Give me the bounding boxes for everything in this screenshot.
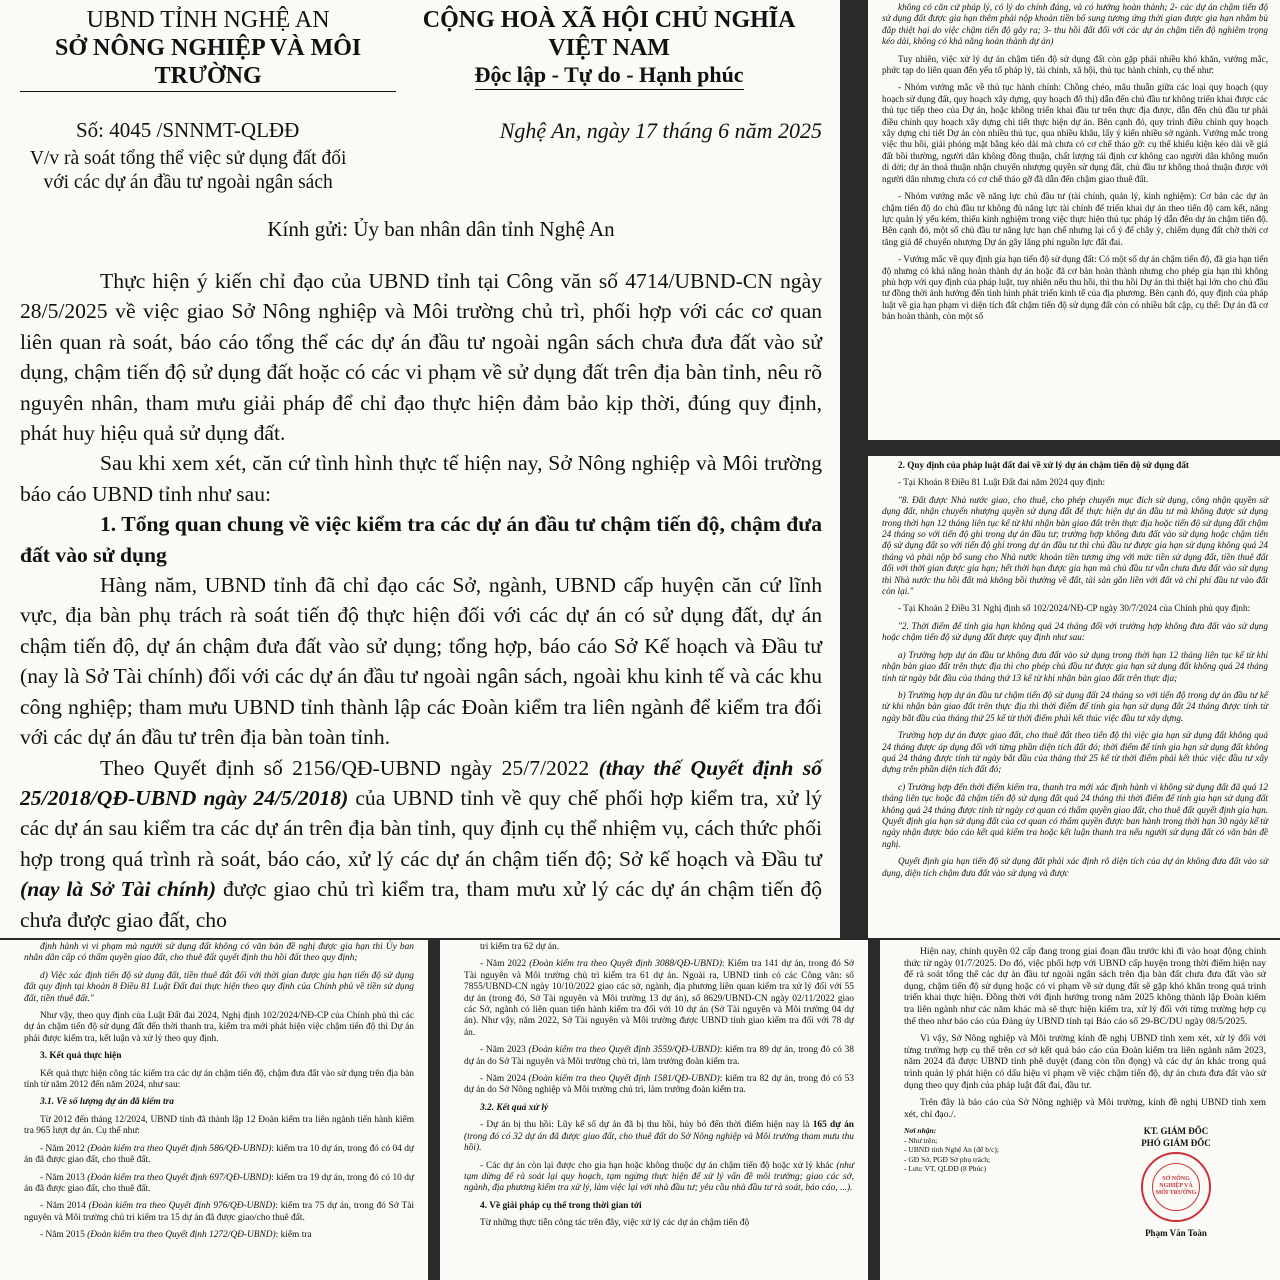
year-entry-2024: - Năm 2024 (Đoàn kiểm tra theo Quyết định 1581/QĐ-UBND): kiểm tra 82 dự án, trong đó có 53 dự án do Sở Nông nghiệp và Môi trường chủ trì, làm trưởng đoàn kiểm tra. [464, 1074, 854, 1096]
agency-block [20, 6, 396, 92]
year-entry-2022: - Năm 2022 (Đoàn kiểm tra theo Quyết định 3088/QĐ-UBND): Kiểm tra 141 dự án, trong đó Sở Tài nguyên và Môi trường chủ trì kiểm tra 61 dự án. Ngoài ra, UBND tỉnh có các Công văn: số 7855/UBND-CN ngày 10/10/2022 giao các sở, ngành, địa phương liên quan kiểm tra xử lý đối với 55 dự án (trong đó, Sở Tài nguyên và Môi trường 13 dự án), số 8629/UBND-CN ngày 02/11/2022 giao các Sở, ngành có liên quan tiến hành kiểm tra đối với 10 dự án (Sở Tài nguyên và Môi trường 04 dự án). Như vậy, năm 2022, Sở Tài nguyên và Môi trường được UBND tỉnh giao kiểm tra đối với 78 dự án. [464, 959, 854, 1038]
fragment-paragraph: trì kiểm tra 62 dự án. [480, 942, 560, 952]
recipient-line: Kính gửi: Ủy ban nhân dân tỉnh Nghệ An [267, 217, 615, 241]
fragment-paragraph: Tuy nhiên, việc xử lý dự án chậm tiến độ sử dụng đất còn gặp phải nhiều khó khăn, vướng mắc, phức tạp do liên quan đến yếu tố pháp lý, tài chính, xã hội, thủ tục hành chính, cụ thể như: [882, 53, 1268, 76]
paragraph-3: Hàng năm, UBND tỉnh đã chỉ đạo các Sở, ngành, UBND cấp huyện căn cứ lĩnh vực, địa bàn phụ trách rà soát tiến độ thực hiện đối với các dự án có sử dụng đất, dự án chậm tiến độ, dự án chậm đưa đất vào sử dụng; tổng hợp, báo cáo Sở Kế hoạch và Đầu tư (nay là Sở Tài chính) đối với các dự án đầu tư ngoài ngân sách, ngoài khu kinh tế và các khu công nghiệp; tham mưu UBND tỉnh thành lập các Đoàn kiểm tra liên ngành để kiểm tra đối với các dự án đầu tư trên địa bàn toàn tỉnh. [20, 573, 822, 750]
fragment-paragraph: Hiện nay, chính quyền 02 cấp đang trong giai đoạn đầu trước khi đi vào hoạt động chính thức từ ngày 01/7/2025. Do đó, việc phối hợp với UBND cấp huyện trong thời điểm hiện nay để rà soát tổng thể các dự án đầu tư ngoài ngân sách trên địa bàn đất chưa đưa đất vào sử dụng, chậm tiến độ sử dụng hoặc có vi phạm về sử dụng đất sẽ gặp khó khăn trong quá trình triển khai thực hiện. Đồng thời với định hướng trong năm 2025 không thành lập Đoàn kiểm tra liên ngành như các năm khác mà sẽ thực hiện kiểm tra, xử lý đối với từng trường hợp cụ thể theo như báo cáo của Đảng ủy UBND tỉnh tại Báo cáo số 29-BC/DU ngày 08/5/2025. [904, 946, 1266, 1027]
paragraph-1: Thực hiện ý kiến chỉ đạo của UBND tỉnh tại Công văn số 4714/UBND-CN ngày 28/5/2025 về việc giao Sở Nông nghiệp và Môi trường chủ trì, phối hợp với các cơ quan liên quan rà soát, báo cáo tổng thể các dự án đầu tư ngoài ngân sách chưa đưa đất vào sử dụng, chậm tiến độ sử dụng đất hoặc có các vi phạm về sử dụng đất trên địa bàn tỉnh, nêu rõ nguyên nhân, tham mưu giải pháp để chỉ đạo thực hiện đảm bảo kịp thời, đúng quy định, phát huy hiệu quả sử dụng đất. [20, 269, 822, 446]
fragment-paragraph: b) Trường hợp dự án đầu tư chậm tiến độ sử dụng đất 24 tháng so với tiến độ trong dự án đầu tư kể từ khi nhận bàn giao đất trên thực địa thì thời điểm để tính gia hạn sử dụng đất 24 tháng được tính từ ngày bắt đầu của tháng thứ 25 kể từ thời điểm phải kết thúc việc đầu tư xây dựng. [882, 689, 1268, 723]
fragment-paragraph: "8. Đất được Nhà nước giao, cho thuê, cho phép chuyển mục đích sử dụng, công nhận quyền sử dụng đất, nhận chuyển nhượng quyền sử dụng đất để thực hiện dự án đầu tư mà không được sử dụng trong thời hạn 12 tháng liên tục kể từ khi nhận bàn giao đất trên thực địa hoặc tiến độ sử dụng đất chậm 24 tháng so với tiến độ ghi trong dự án đầu tư; trường hợp không đưa đất vào sử dụng hoặc chậm tiến độ sử dụng đất so với tiến độ ghi trong dự án đầu tư thì chủ đầu tư được gia hạn sử dụng không quá 24 tháng và phải nộp bổ sung cho Nhà nước khoản tiền tương ứng với mức tiền sử dụng đất, tiền thuê đất đối với thời gian được gia hạn; hết thời hạn được gia hạn mà chủ đầu tư vẫn chưa đưa đất vào sử dụng thì Nhà nước thu hồi đất mà không bồi thường về đất, tài sản gắn liền với đất và chi phí đầu tư vào đất còn lại." [882, 494, 1268, 597]
document-subject: V/v rà soát tổng thể việc sử dụng đất đối với các dự án đầu tư ngoài ngân sách [29, 148, 347, 193]
page-fragment-difficulties [868, 0, 1280, 440]
fragment-subheading: 3.2. Kết quả xử lý [480, 1102, 549, 1113]
fragment-paragraph: c) Trường hợp đến thời điểm kiểm tra, thanh tra mới xác định hành vi không sử dụng đất đã quá 12 tháng liên tục hoặc đã chậm tiến độ sử dụng đất quá 24 tháng thì thời điểm để tính gia hạn sử dụng đất không quá 24 tháng được tính từ ngày cơ quan có thẩm quyền giao đất, cho thuê đất quyết định gia hạn. Quyết định gia hạn sử dụng đất của cơ quan có thẩm quyền được ban hành trong thời hạn 30 ngày kể từ ngày nhận được báo cáo kết quả kiểm tra hoặc kết luận thanh tra nếu người sử dụng đất có văn bản đề nghị. [882, 781, 1268, 849]
page-fragment-legal-provisions [868, 456, 1280, 938]
fragment-paragraph: - Vướng mắc về quy định gia hạn tiến độ sử dụng đất: Có một số dự án chậm tiến độ, đã gia hạn tiến độ nhưng có khả năng hoàn thành dự án hoặc đã cơ bản hoàn thành nhưng cho phép gia hạn thì không phù hợp với quy định của pháp luật, tuy nhiên nếu thu hồi, thì thu hồi Dự án thì thiệt hại lớn cho chủ đầu tư đồng thời ảnh hưởng đến tình hình phát triển kinh tế của địa phương. Bên cạnh đó, quy định của pháp luật về gia hạn phạm vi diện tích đất chậm tiến độ sử dụng đất còn có nhiều bất cập, cụ thể: Dự án đã cơ bản hoàn thành, còn một số [882, 254, 1268, 322]
fragment-paragraph: không có căn cứ pháp lý, có lý do chính đáng, và có hướng hoàn thành; 2- các dự án chậm tiến độ sử dụng đất được gia hạn thêm phải nộp khoản tiền bổ sung tương ứng thời gian được gia hạn nhằm bù đắp thiệt hại do việc chậm tiến độ gây ra; 3- thu hồi đất đối với các dự án chậm tiến độ nghiêm trọng kéo dài, không có khả năng hoàn thành dự án) [882, 2, 1268, 47]
motto: Độc lập - Tự do - Hạnh phúc [475, 62, 744, 90]
fragment-paragraph: a) Trường hợp dự án đầu tư không đưa đất vào sử dụng trong thời hạn 12 tháng liên tục kể từ khi nhận bàn giao đất trên thực địa thì cho phép chủ đầu tư được gia hạn sử dụng đất không quá 24 tháng tính từ ngày bắt đầu của tháng thứ 13 kể từ khi nhận bàn giao đất trên thực địa; [882, 649, 1268, 683]
year-entry-2013: - Năm 2013 (Đoàn kiểm tra theo Quyết định 697/QĐ-UBND): kiểm tra 19 dự án, trong đó có 10 dự án đã được giao đất, cho thuê đất. [24, 1172, 414, 1194]
year-entry-2023: - Năm 2023 (Đoàn kiểm tra theo Quyết định 3559/QĐ-UBND): kiểm tra 89 dự án, trong đó có 38 dự án do Sở Tài nguyên và Môi trường chủ trì, làm trưởng đoàn kiểm tra. [464, 1045, 854, 1067]
document-date: Nghệ An, ngày 17 tháng 6 năm 2025 [499, 118, 822, 143]
paragraph-4: Theo Quyết định số 2156/QĐ-UBND ngày 25/7/2022 (thay thế Quyết định số 25/2018/QĐ-UBND ngày 24/5/2018) của UBND tỉnh về quy chế phối hợp kiểm tra, xử lý các dự án sau kiểm tra các dự án trên địa bàn tỉnh, quy định cụ thể nhiệm vụ, cách thức phối hợp trong quá trình rà soát, báo cáo, xử lý các dự án chậm tiến độ; Sở kế hoạch và Đầu tư (nay là Sở Tài chính) được giao chủ trì kiểm tra, tham mưu xử lý các dự án chậm tiến độ chưa được giao đất, cho [20, 755, 822, 932]
document-header [20, 6, 822, 92]
revoked-projects: - Dự án bị thu hồi: Lũy kế số dự án đã bị thu hồi, hủy bỏ đến thời điểm hiện nay là 165 dự án (trong đó có 32 dự án đã được giao đất, cho thuê đất do Sở Nông nghiệp và Môi trường tham mưu thu hồi). [464, 1120, 854, 1154]
fragment-paragraph: - Tại Khoản 2 Điều 31 Nghị định số 102/2024/NĐ-CP ngày 30/7/2024 của Chính phủ quy định: [898, 603, 1251, 614]
remaining-projects: - Các dự án còn lại được cho gia hạn hoặc không thuộc dự án chậm tiến độ hoặc xử lý khác (như tạm dừng để rà soát lại quy hoạch, tạm ngừng thực hiện để xử lý vấn đề môi trường; giao các sở, ngành, địa phương kiểm tra xử lý, làm việc lại với nhà đầu tư; yêu cầu nhà đầu tư rà soát, báo cáo, ...). [464, 1160, 854, 1194]
recipients-list: Nơi nhận: - Như trên; - UBND tỉnh Nghệ An (để b/c); - GĐ Sở, PGĐ Sở phụ trách; - Lưu: VT, QLĐĐ (8 Phúc) [904, 1126, 999, 1174]
fragment-heading: 2. Quy định của pháp luật đất đai về xử lý dự án chậm tiến độ sử dụng đất [898, 460, 1189, 470]
page-fragment-handling [440, 940, 868, 1280]
fragment-paragraph: "2. Thời điểm để tính gia hạn không quá 24 tháng đối với trường hợp không đưa đất vào sử dụng hoặc chậm tiến độ sử dụng đất được quy định như sau: [882, 620, 1268, 643]
fragment-paragraph: Vì vậy, Sở Nông nghiệp và Môi trường kính đề nghị UBND tỉnh xem xét, xử lý đối với từng trường hợp cụ thể trên cơ sở kết quả báo cáo của Đoàn kiểm tra liên ngành năm 2023, năm 2024 đã được UBND tỉnh phê duyệt (đang còn tồn đọng) và các dự án khác trong quá trình quản lý phát hiện có dấu hiệu vi phạm về việc chậm tiến độ, dự án chưa đưa đất vào sử dụng theo quy định của pháp luật đất đai, đầu tư. [904, 1033, 1266, 1091]
fragment-paragraph: Trường hợp dự án được giao đất, cho thuê đất theo tiến độ thì việc gia hạn sử dụng đất không quá 24 tháng được áp dụng đối với từng phần diện tích đất đó; thời điểm để tính gia hạn sử dụng đất không quá 24 tháng được tính từ ngày bắt đầu của tháng thứ 25 kể từ thời điểm phải kết thúc việc đầu tư xây dựng trên phần diện tích đất đó; [882, 730, 1268, 775]
document-number: Số: 4045 /SNNMT-QLĐĐ [76, 118, 300, 142]
nation-title: CỘNG HOÀ XÃ HỘI CHỦ NGHĨA VIỆT NAM [422, 7, 796, 61]
signature-area [904, 1126, 1266, 1239]
fragment-paragraph: - Tại Khoản 8 Điều 81 Luật Đất đai năm 2024 quy định: [898, 477, 1106, 488]
fragment-paragraph: d) Việc xác định tiến độ sử dụng đất, tiền thuê đất đối với thời gian được gia hạn tiến độ sử dụng đất quy định tại khoản 8 Điều 81 Luật Đất đai thực hiện theo quy định của Chính phủ về tiền sử dụng đất, tiền thuê đất." [24, 970, 414, 1004]
page-fragment-conclusion [880, 940, 1280, 1280]
agency-line-2: SỞ NÔNG NGHIỆP VÀ MÔI TRƯỜNG [20, 34, 396, 92]
official-seal-icon: SỞ NÔNG NGHIỆP VÀ MÔI TRƯỜNG [1141, 1152, 1211, 1222]
fragment-paragraph: Từ 2012 đến tháng 12/2024, UBND tỉnh đã thành lập 12 Đoàn kiểm tra liên ngành tiến hành kiểm tra 965 lượt dự án. Cụ thể như: [24, 1114, 414, 1137]
section-heading-1: 1. Tổng quan chung về việc kiểm tra các dự án đầu tư chậm tiến độ, chậm đưa đất vào sử dụng [20, 512, 822, 567]
fragment-paragraph: Kết quả thực hiện công tác kiểm tra các dự án chậm tiến độ, chậm đưa đất vào sử dụng trên địa bàn tỉnh từ năm 2012 đến năm 2024, như sau: [24, 1068, 414, 1091]
year-entry-2012: - Năm 2012 (Đoàn kiểm tra theo Quyết định 586/QĐ-UBND): kiểm tra 10 dự án, trong đó có 04 dự án đã được giao đất, cho thuê đất. [24, 1143, 414, 1166]
fragment-paragraph: Trên đây là báo cáo của Sở Nông nghiệp và Môi trường, kính đề nghị UBND tỉnh xem xét, chỉ đạo./. [904, 1097, 1266, 1120]
agency-line-1: UBND TỈNH NGHỆ AN [86, 7, 330, 33]
fragment-paragraph: định hành vi vi phạm mà người sử dụng đất không có văn bản đề nghị được gia hạn thì Ủy ban nhân dân cấp có thẩm quyền giao đất, cho thuê đất quyết định thu hồi đất theo quy định; [24, 942, 414, 964]
fragment-paragraph: Từ những thực tiễn công tác trên đây, việc xử lý các dự án chậm tiến độ [480, 1218, 750, 1229]
fragment-heading: 3. Kết quả thực hiện [40, 1051, 122, 1062]
fragment-paragraph: - Nhóm vướng mắc về năng lực chủ đầu tư (tài chính, quản lý, kinh nghiệm): Cơ bản các dự án chậm tiến độ do chủ đầu tư không đủ năng lực tài chính để triển khai dự án theo tiến độ cam kết, năng lực quản lý yếu kém, thiếu kinh nghiệm trong việc thực hiện thủ tục pháp lý dẫn đến dự án chậm tiến độ. Bên cạnh đó, một số chủ đầu tư năng lực hạn chế nhưng lại cố ý để chây ỳ, chiếm dụng đất chờ thời cơ tăng giá để chuyển nhượng Dự án gây lãng phí nguồn lực đất đai. [882, 191, 1268, 247]
signature-block: KT. GIÁM ĐỐC PHÓ GIÁM ĐỐC SỞ NÔNG NGHIỆP VÀ MÔI TRƯỜNG Phạm Văn Toàn [1086, 1126, 1266, 1239]
document-body [20, 266, 822, 935]
fragment-subheading: 3.1. Về số lượng dự án đã kiểm tra [40, 1097, 174, 1108]
year-entry-2015: - Năm 2015 (Đoàn kiểm tra theo Quyết định 1272/QĐ-UBND): kiểm tra [40, 1230, 312, 1241]
main-document-page [0, 0, 840, 938]
year-entry-2014: - Năm 2014 (Đoàn kiểm tra theo Quyết định 976/QĐ-UBND): kiểm tra 75 dự án, trong đó Sở Tài nguyên và Môi trường chủ trì kiểm tra 15 dự án đã được giao/cho thuê đất. [24, 1201, 414, 1223]
page-fragment-results [0, 940, 428, 1280]
fragment-paragraph: - Nhóm vướng mắc về thủ tục hành chính: Chồng chéo, mâu thuẫn giữa các loại quy hoạch (quy hoạch sử dụng đất, quy hoạch xây dựng, quy hoạch đô thị) dẫn đến chủ đầu tư không triển khai được các thủ tục tiếp theo của Dự án, hoặc không triển khai đầu tư trên thực địa được, dẫn đến chủ đầu tư phải điều chỉnh quy hoạch xây dựng chi tiết thực hiện dự án. Bên cạnh đó, quy trình điều chỉnh quy hoạch xây dựng chi tiết Dự án còn nhiều thủ tục, qua nhiều khâu, lấy ý kiến nhiều sở ngành. Vướng mắc trong việc thu hồi, giải phóng mặt bằng kéo dài mà chưa có cơ chế tháo gỡ: cụ thể khiếu kiện kéo dài về giá đất bồi thường, người dân không đồng thuận, chất lượng tái định cư không cao người dân không muốn di dời; dự án thoả thuận nhận chuyển nhượng quyền sử dụng đất, chủ đầu tư không thoả thuận được với người dân nhưng chưa có cơ chế tháo gỡ đã dẫn đến chậm giao thuê đất. [882, 82, 1268, 184]
national-block [396, 6, 822, 92]
fragment-paragraph: Quyết định gia hạn tiến độ sử dụng đất phải xác định rõ diện tích của dự án không đưa đất vào sử dụng, diện tích chậm đưa đất vào sử dụng và được [882, 856, 1268, 878]
fragment-heading: 4. Về giải pháp cụ thể trong thời gian tới [480, 1200, 642, 1211]
signer-name: Phạm Văn Toàn [1145, 1227, 1207, 1238]
paragraph-2: Sau khi xem xét, căn cứ tình hình thực tế hiện nay, Sở Nông nghiệp và Môi trường báo cáo UBND tỉnh như sau: [20, 451, 822, 506]
fragment-paragraph: Như vậy, theo quy định của Luật Đất đai 2024, Nghị định 102/2024/NĐ-CP của Chính phủ thì các dự án chậm tiến độ sử dụng đất đến thời thanh tra, kiểm tra mới phát hiện việc chậm tiến độ thì Dự án phải được kiểm tra, kết luận và xử lý theo quy định. [24, 1011, 414, 1044]
